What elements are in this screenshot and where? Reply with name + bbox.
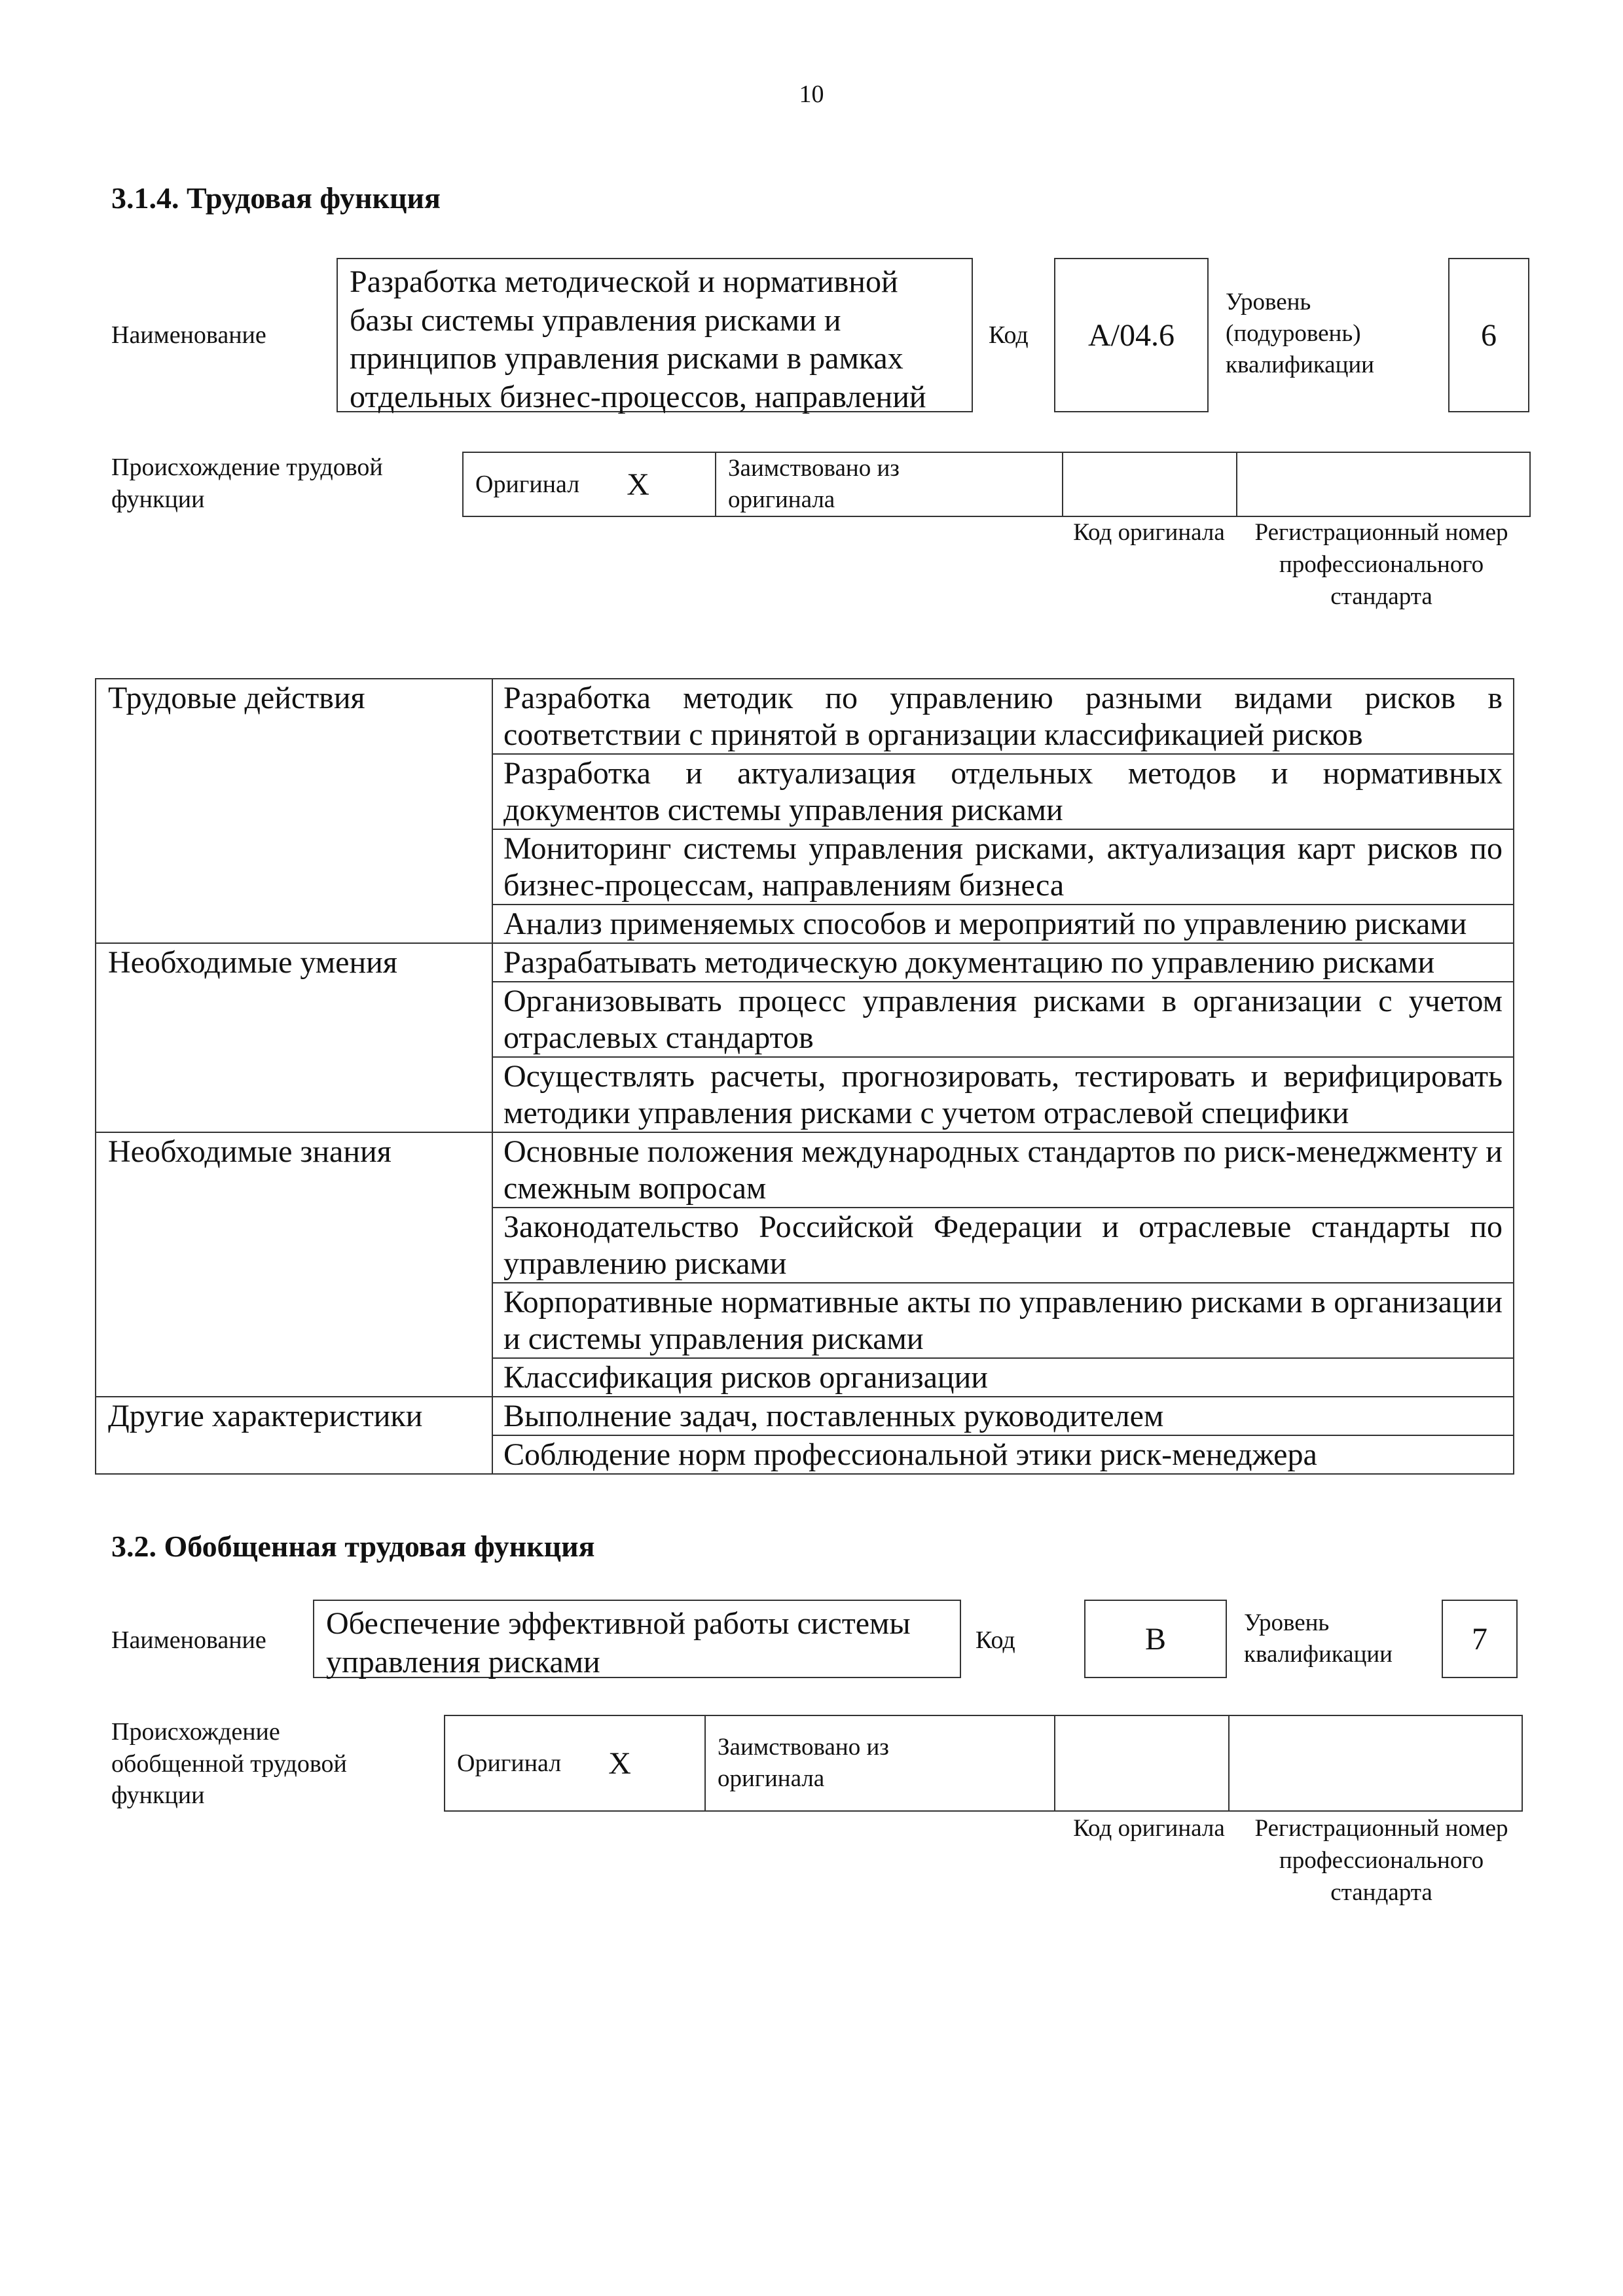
table-cell: Законодательство Российской Федерации и отраслевые стандарты по управлению рисками: [492, 1208, 1514, 1283]
name-label: Наименование: [111, 321, 266, 349]
level-value-box: 6: [1448, 258, 1529, 412]
table-cell: Разработка методик по управлению разными видами рисков в соответствии с принятой в организации классификацией рисков: [492, 679, 1514, 754]
borrowed-label: Заимствовано из оригинала: [728, 454, 900, 513]
reg-number-cell-2: [1228, 1715, 1523, 1812]
code-value-box: A/04.6: [1054, 258, 1209, 412]
borrowed-label-2: Заимствовано из оригинала: [718, 1733, 889, 1792]
table-cell: Основные положения международных стандартов по риск-менеджменту и смежным вопросам: [492, 1132, 1514, 1208]
table-cell: Соблюдение норм профессиональной этики риск-менеджера: [492, 1435, 1514, 1474]
name-label-2: Наименование: [111, 1626, 266, 1654]
table-cell: Мониторинг системы управления рисками, актуализация карт рисков по бизнес-процессам, направлениям бизнеса: [492, 829, 1514, 905]
table-row: [96, 1397, 1514, 1435]
reg-number-cell: [1236, 452, 1531, 517]
table-row: [96, 679, 1514, 754]
page-number: 10: [799, 81, 824, 108]
level-label: Уровень (подуровень) квалификации: [1226, 289, 1374, 379]
original-label-2: Оригинал: [457, 1749, 562, 1777]
category-cell: Необходимые знания: [96, 1132, 492, 1397]
table-cell: Корпоративные нормативные акты по управлению рисками в организации и системы управления рисками: [492, 1283, 1514, 1358]
code-value-box-2: B: [1084, 1600, 1227, 1678]
section-title-3-1-4: 3.1.4. Трудовая функция: [111, 181, 441, 215]
category-cell: Необходимые умения: [96, 943, 492, 1132]
borrowed-cell-2: [704, 1715, 1055, 1812]
table-cell: Разработка и актуализация отдельных методов и нормативных документов системы управления рисками: [492, 754, 1514, 829]
generalized-name-box: Обеспечение эффективной работы системы управления рисками: [313, 1600, 961, 1678]
category-cell: Трудовые действия: [96, 679, 492, 943]
origin-row-2: [445, 1715, 1523, 1812]
borrowed-cell: [715, 452, 1063, 517]
code-label-2: Код: [976, 1626, 1015, 1654]
level-value-box-2: 7: [1442, 1600, 1518, 1678]
original-code-cell: [1062, 452, 1237, 517]
table-cell: Анализ применяемых способов и мероприятий по управлению рисками: [492, 905, 1514, 943]
original-label: Оригинал: [475, 471, 580, 498]
origin-label-2: Происхождение обобщенной трудовой функции: [111, 1718, 347, 1810]
original-cell: [462, 452, 716, 517]
table-cell: Осуществлять расчеты, прогнозировать, тестировать и верифицировать методики управления рисками с учетом отраслевой специфики: [492, 1057, 1514, 1132]
section-title-3-2: 3.2. Обобщенная трудовая функция: [111, 1530, 595, 1563]
function-details-table: [95, 678, 1514, 1475]
table-cell: Выполнение задач, поставленных руководителем: [492, 1397, 1514, 1435]
category-cell: Другие характеристики: [96, 1397, 492, 1474]
reg-caption-2: Регистрационный номер профессионального стандарта: [1254, 1815, 1508, 1906]
original-mark: X: [627, 467, 649, 502]
table-cell: Разрабатывать методическую документацию по управлению рисками: [492, 943, 1514, 982]
original-cell-2: [444, 1715, 706, 1812]
table-cell: Классификация рисков организации: [492, 1358, 1514, 1397]
code-label: Код: [989, 321, 1029, 349]
original-mark-2: X: [608, 1746, 631, 1781]
function-name-box: Разработка методической и нормативной базы системы управления рисками и принципов управления рисками в рамках отдельных бизнес-процессов, направлений: [337, 258, 973, 412]
origin-label: Происхождение трудовой функции: [111, 454, 383, 513]
table-cell: Организовывать процесс управления рисками в организации с учетом отраслевых стандартов: [492, 982, 1514, 1057]
table-row: [96, 1132, 1514, 1208]
origin-row: [464, 452, 1531, 517]
original-code-cell-2: [1054, 1715, 1230, 1812]
code-caption: Код оригинала: [1073, 519, 1225, 546]
code-caption-2: Код оригинала: [1073, 1815, 1225, 1842]
table-row: [96, 943, 1514, 982]
reg-caption: Регистрационный номер профессионального стандарта: [1254, 519, 1508, 610]
level-label-2: Уровень квалификации: [1244, 1609, 1393, 1668]
